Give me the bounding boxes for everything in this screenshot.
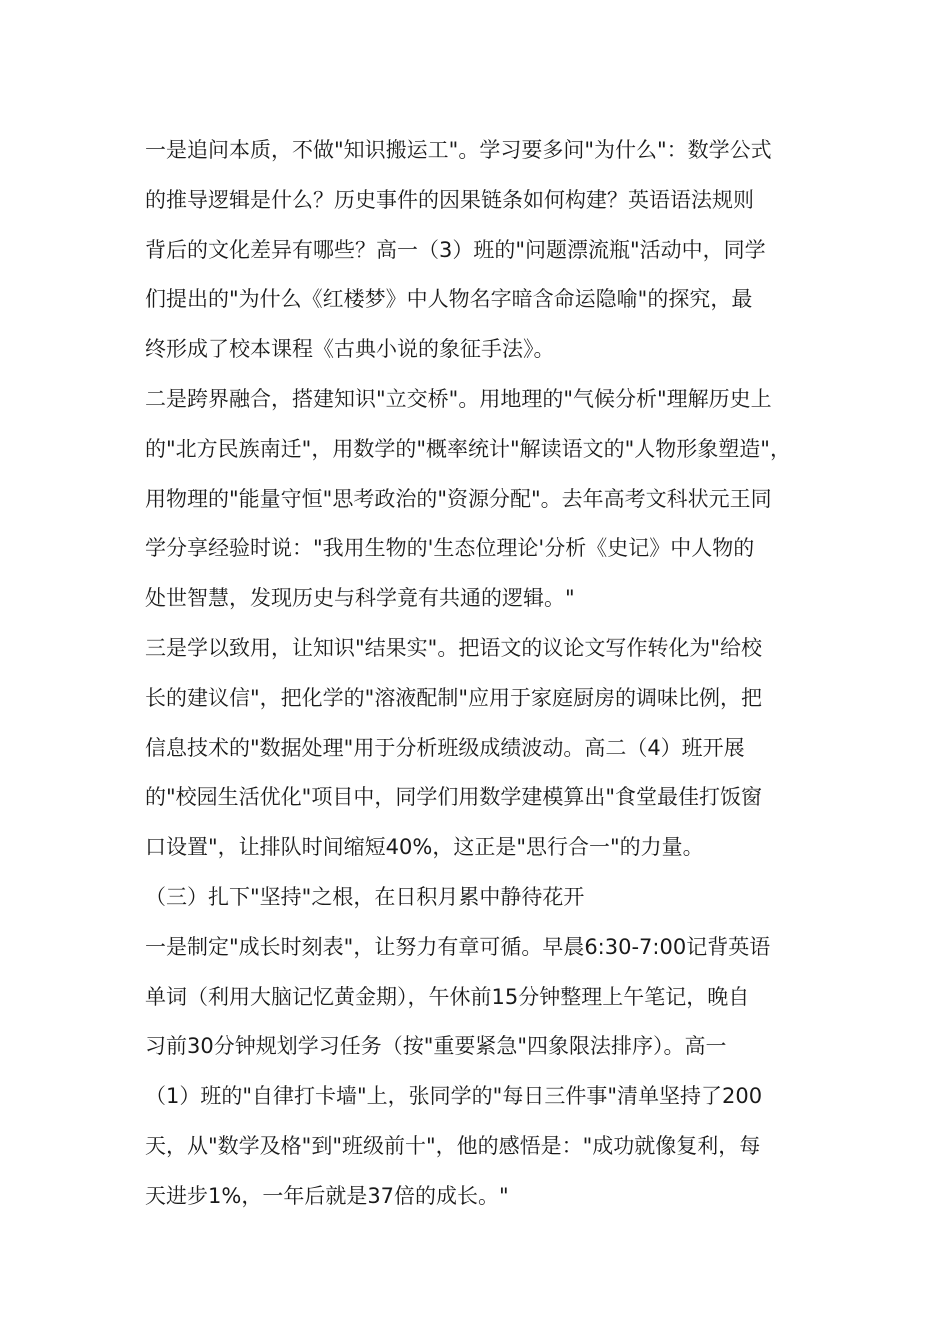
text-line: 用物理的"能量守恒"思考政治的"资源分配"。去年高考文科状元王同 (145, 486, 772, 511)
text-line: 天，从"数学及格"到"班级前十"，他的感悟是："成功就像复利，每 (145, 1133, 761, 1158)
text-line: 天进步1%，一年后就是37倍的成长。" (145, 1183, 509, 1208)
document-body (145, 126, 815, 1222)
text-line: 的"北方民族南迁"，用数学的"概率统计"解读语文的"人物形象塑造"， (145, 436, 791, 461)
text-line: 学分享经验时说："我用生物的'生态位理论'分析《史记》中人物的 (145, 536, 755, 561)
text-line: 终形成了校本课程《古典小说的象征手法》。 (145, 337, 555, 362)
text-line: 长的建议信"，把化学的"溶液配制"应用于家庭厨房的调味比例，把 (145, 685, 762, 710)
text-line: 习前30分钟规划学习任务（按"重要紧急"四象限法排序）。高一 (145, 1034, 727, 1059)
text-line: 背后的文化差异有哪些？高一（3）班的"问题漂流瓶"活动中，同学 (145, 237, 766, 262)
text-line: 二是跨界融合，搭建知识"立交桥"。用地理的"气候分析"理解历史上 (145, 386, 772, 411)
text-line: 一是制定"成长时刻表"，让努力有章可循。早晨6:30-7:00记背英语 (145, 934, 771, 959)
text-line: 的推导逻辑是什么？历史事件的因果链条如何构建？英语语法规则 (145, 187, 754, 212)
text-line: 单词（利用大脑记忆黄金期），午休前15分钟整理上午笔记，晚自 (145, 984, 750, 1009)
text-line: 处世智慧，发现历史与科学竟有共通的逻辑。" (145, 586, 575, 611)
text-line: 信息技术的"数据处理"用于分析班级成绩波动。高二（4）班开展 (145, 735, 745, 760)
text-line: 们提出的"为什么《红楼梦》中人物名字暗含命运隐喻"的探究，最 (145, 287, 753, 312)
section-heading: （三）扎下"坚持"之根，在日积月累中静待花开 (145, 884, 585, 909)
text-line: 一是追问本质，不做"知识搬运工"。学习要多问"为什么"：数学公式 (145, 138, 772, 162)
text-line: 的"校园生活优化"项目中，同学们用数学建模算出"食堂最佳打饭窗 (145, 785, 762, 810)
text-line: （1）班的"自律打卡墙"上，张同学的"每日三件事"清单坚持了200 (145, 1084, 763, 1109)
text-line: 口设置"，让排队时间缩短40%，这正是"思行合一"的力量。 (145, 835, 704, 860)
text-line: 三是学以致用，让知识"结果实"。把语文的议论文写作转化为"给校 (145, 635, 762, 660)
